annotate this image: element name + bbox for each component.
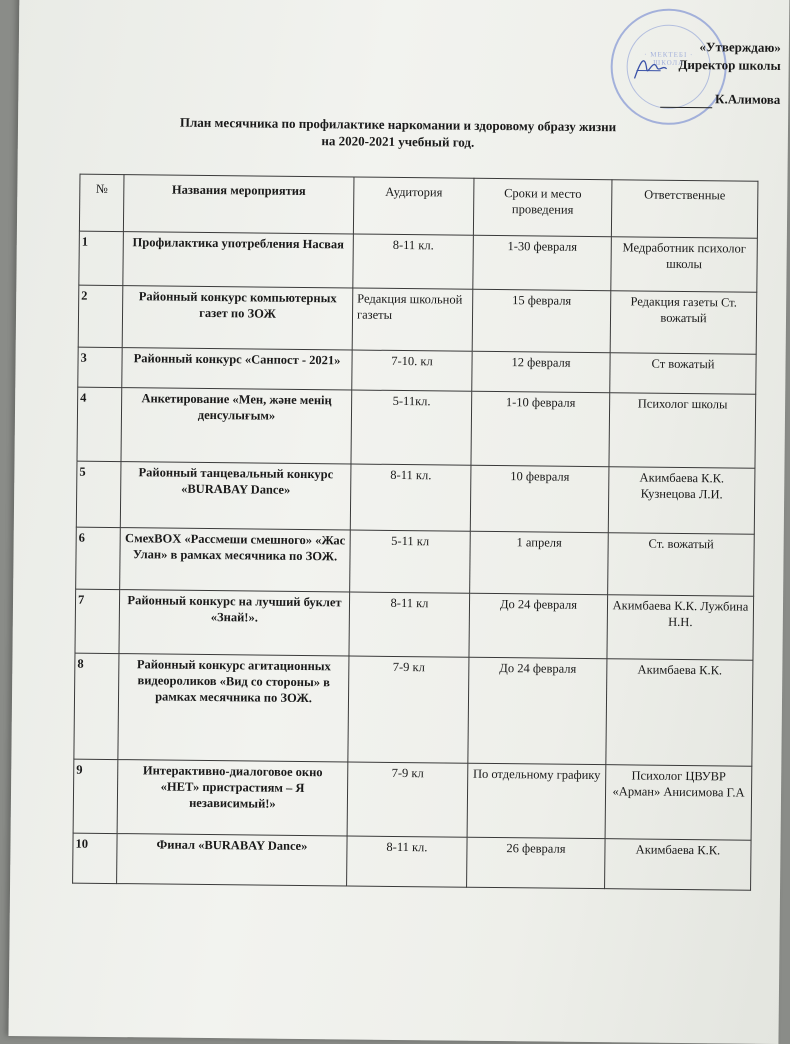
- row-audience: 7-9 кл: [348, 656, 469, 763]
- row-number: 1: [79, 231, 124, 285]
- row-audience: 8-11 кл.: [353, 234, 474, 289]
- row-dates: 1-10 февраля: [471, 391, 610, 466]
- document-page: [8, 0, 789, 1044]
- row-number: 9: [73, 759, 118, 833]
- row-number: 5: [76, 461, 121, 527]
- row-event-name: Анкетирование «Мен, және менің денсулығым»: [121, 388, 352, 464]
- approval-heading: «Утверждаю»: [699, 39, 781, 55]
- row-audience: 8-11 кл.: [350, 464, 471, 531]
- row-event-name: Районный конкурс агитационных видеороликов «Вид со стороны» в рамках месячника по ЗОЖ.: [118, 654, 349, 762]
- header-dates-place: Сроки и место проведения: [473, 178, 612, 236]
- row-responsible: Акимбаева К.К. Лужбина Н.Н.: [607, 595, 754, 661]
- row-number: 3: [78, 347, 122, 387]
- row-audience: 5-11кл.: [351, 390, 472, 465]
- row-audience: Редакция школьной газеты: [352, 288, 473, 351]
- approval-position: Директор школы: [678, 56, 781, 73]
- row-dates: По отдельному графику: [467, 763, 606, 838]
- table-header-row: [79, 174, 758, 238]
- row-event-name: СмехBOX «Рассмеши смешного» «Жас Улан» в рамках месячника по ЗОЖ.: [120, 528, 351, 592]
- row-audience: 7-9 кл: [347, 762, 468, 837]
- signature-line: [660, 95, 712, 109]
- table-row: [73, 759, 752, 840]
- row-dates: 26 февраля: [467, 837, 606, 888]
- row-responsible: Психолог школы: [609, 393, 756, 469]
- header-number: №: [79, 174, 124, 231]
- table-row: [75, 589, 754, 660]
- title-line-2: на 2020-2021 учебный год.: [321, 133, 475, 150]
- title-line-1: План месячника по профилактике наркомании и здоровому образу жизни: [179, 114, 617, 135]
- row-audience: 7-10. кл: [352, 350, 472, 391]
- table-row: [77, 387, 756, 468]
- row-dates: 12 февраля: [472, 351, 610, 392]
- row-dates: 1-30 февраля: [473, 235, 612, 290]
- row-responsible: Медработник психолог школы: [611, 237, 758, 293]
- row-dates: 10 февраля: [470, 465, 609, 532]
- row-responsible: Акимбаева К.К. Кузнецова Л.И.: [608, 467, 755, 535]
- row-event-name: Интерактивно-диалоговое окно «НЕТ» пристрастиям – Я независимый!»: [117, 760, 348, 836]
- row-responsible: Ст вожатый: [610, 353, 756, 395]
- row-event-name: Районный конкурс на лучший буклет «Знай!».: [119, 590, 350, 656]
- row-event-name: Профилактика употребления Насвая: [123, 232, 354, 288]
- table-row: [78, 285, 757, 354]
- table-row: [73, 833, 751, 890]
- row-event-name: Районный конкурс «Санпост - 2021»: [122, 348, 352, 390]
- row-number: 8: [74, 653, 119, 759]
- header-responsible: Ответственные: [611, 180, 758, 239]
- row-responsible: Ст. вожатый: [608, 533, 755, 597]
- row-number: 4: [77, 387, 122, 461]
- row-responsible: Редакция газеты Ст. вожатый: [610, 291, 757, 355]
- director-name: К.Алимова: [715, 91, 781, 107]
- row-audience: 5-11 кл: [350, 530, 471, 593]
- row-responsible: Акимбаева К.К.: [605, 839, 752, 891]
- seal-lettering: · МЕКТЕБІ · ШКОЛА: [644, 50, 694, 67]
- row-dates: 1 апреля: [470, 531, 609, 594]
- row-responsible: Акимбаева К.К.: [606, 659, 753, 767]
- header-audience: Аудитория: [353, 177, 474, 235]
- table-row: [76, 461, 755, 534]
- row-event-name: Районный танцевальный конкурс «BURABAY Dance»: [120, 462, 351, 530]
- row-number: 7: [75, 589, 120, 653]
- row-dates: До 24 февраля: [468, 657, 607, 764]
- row-audience: 8-11 кл: [349, 592, 470, 657]
- row-number: 10: [73, 833, 118, 883]
- table-row: [78, 347, 756, 394]
- row-dates: До 24 февраля: [469, 593, 608, 658]
- header-event-name: Названия мероприятия: [123, 175, 354, 234]
- row-event-name: Финал «BURABAY Dance»: [117, 834, 348, 886]
- row-responsible: Психолог ЦВУВР «Арман» Анисимова Г.А: [605, 765, 752, 841]
- approval-block: [630, 37, 781, 109]
- document-title: [138, 113, 658, 152]
- row-number: 2: [78, 285, 123, 347]
- row-dates: 15 февраля: [472, 289, 611, 352]
- table-row: [76, 527, 755, 596]
- events-plan-table: [72, 174, 758, 891]
- approval-signature-row: [630, 89, 780, 109]
- table-row: [74, 653, 753, 766]
- table-row: [79, 231, 758, 292]
- row-event-name: Районный конкурс компьютерных газет по ЗОЖ: [122, 286, 353, 350]
- row-audience: 8-11 кл.: [347, 836, 468, 887]
- row-number: 6: [76, 527, 121, 589]
